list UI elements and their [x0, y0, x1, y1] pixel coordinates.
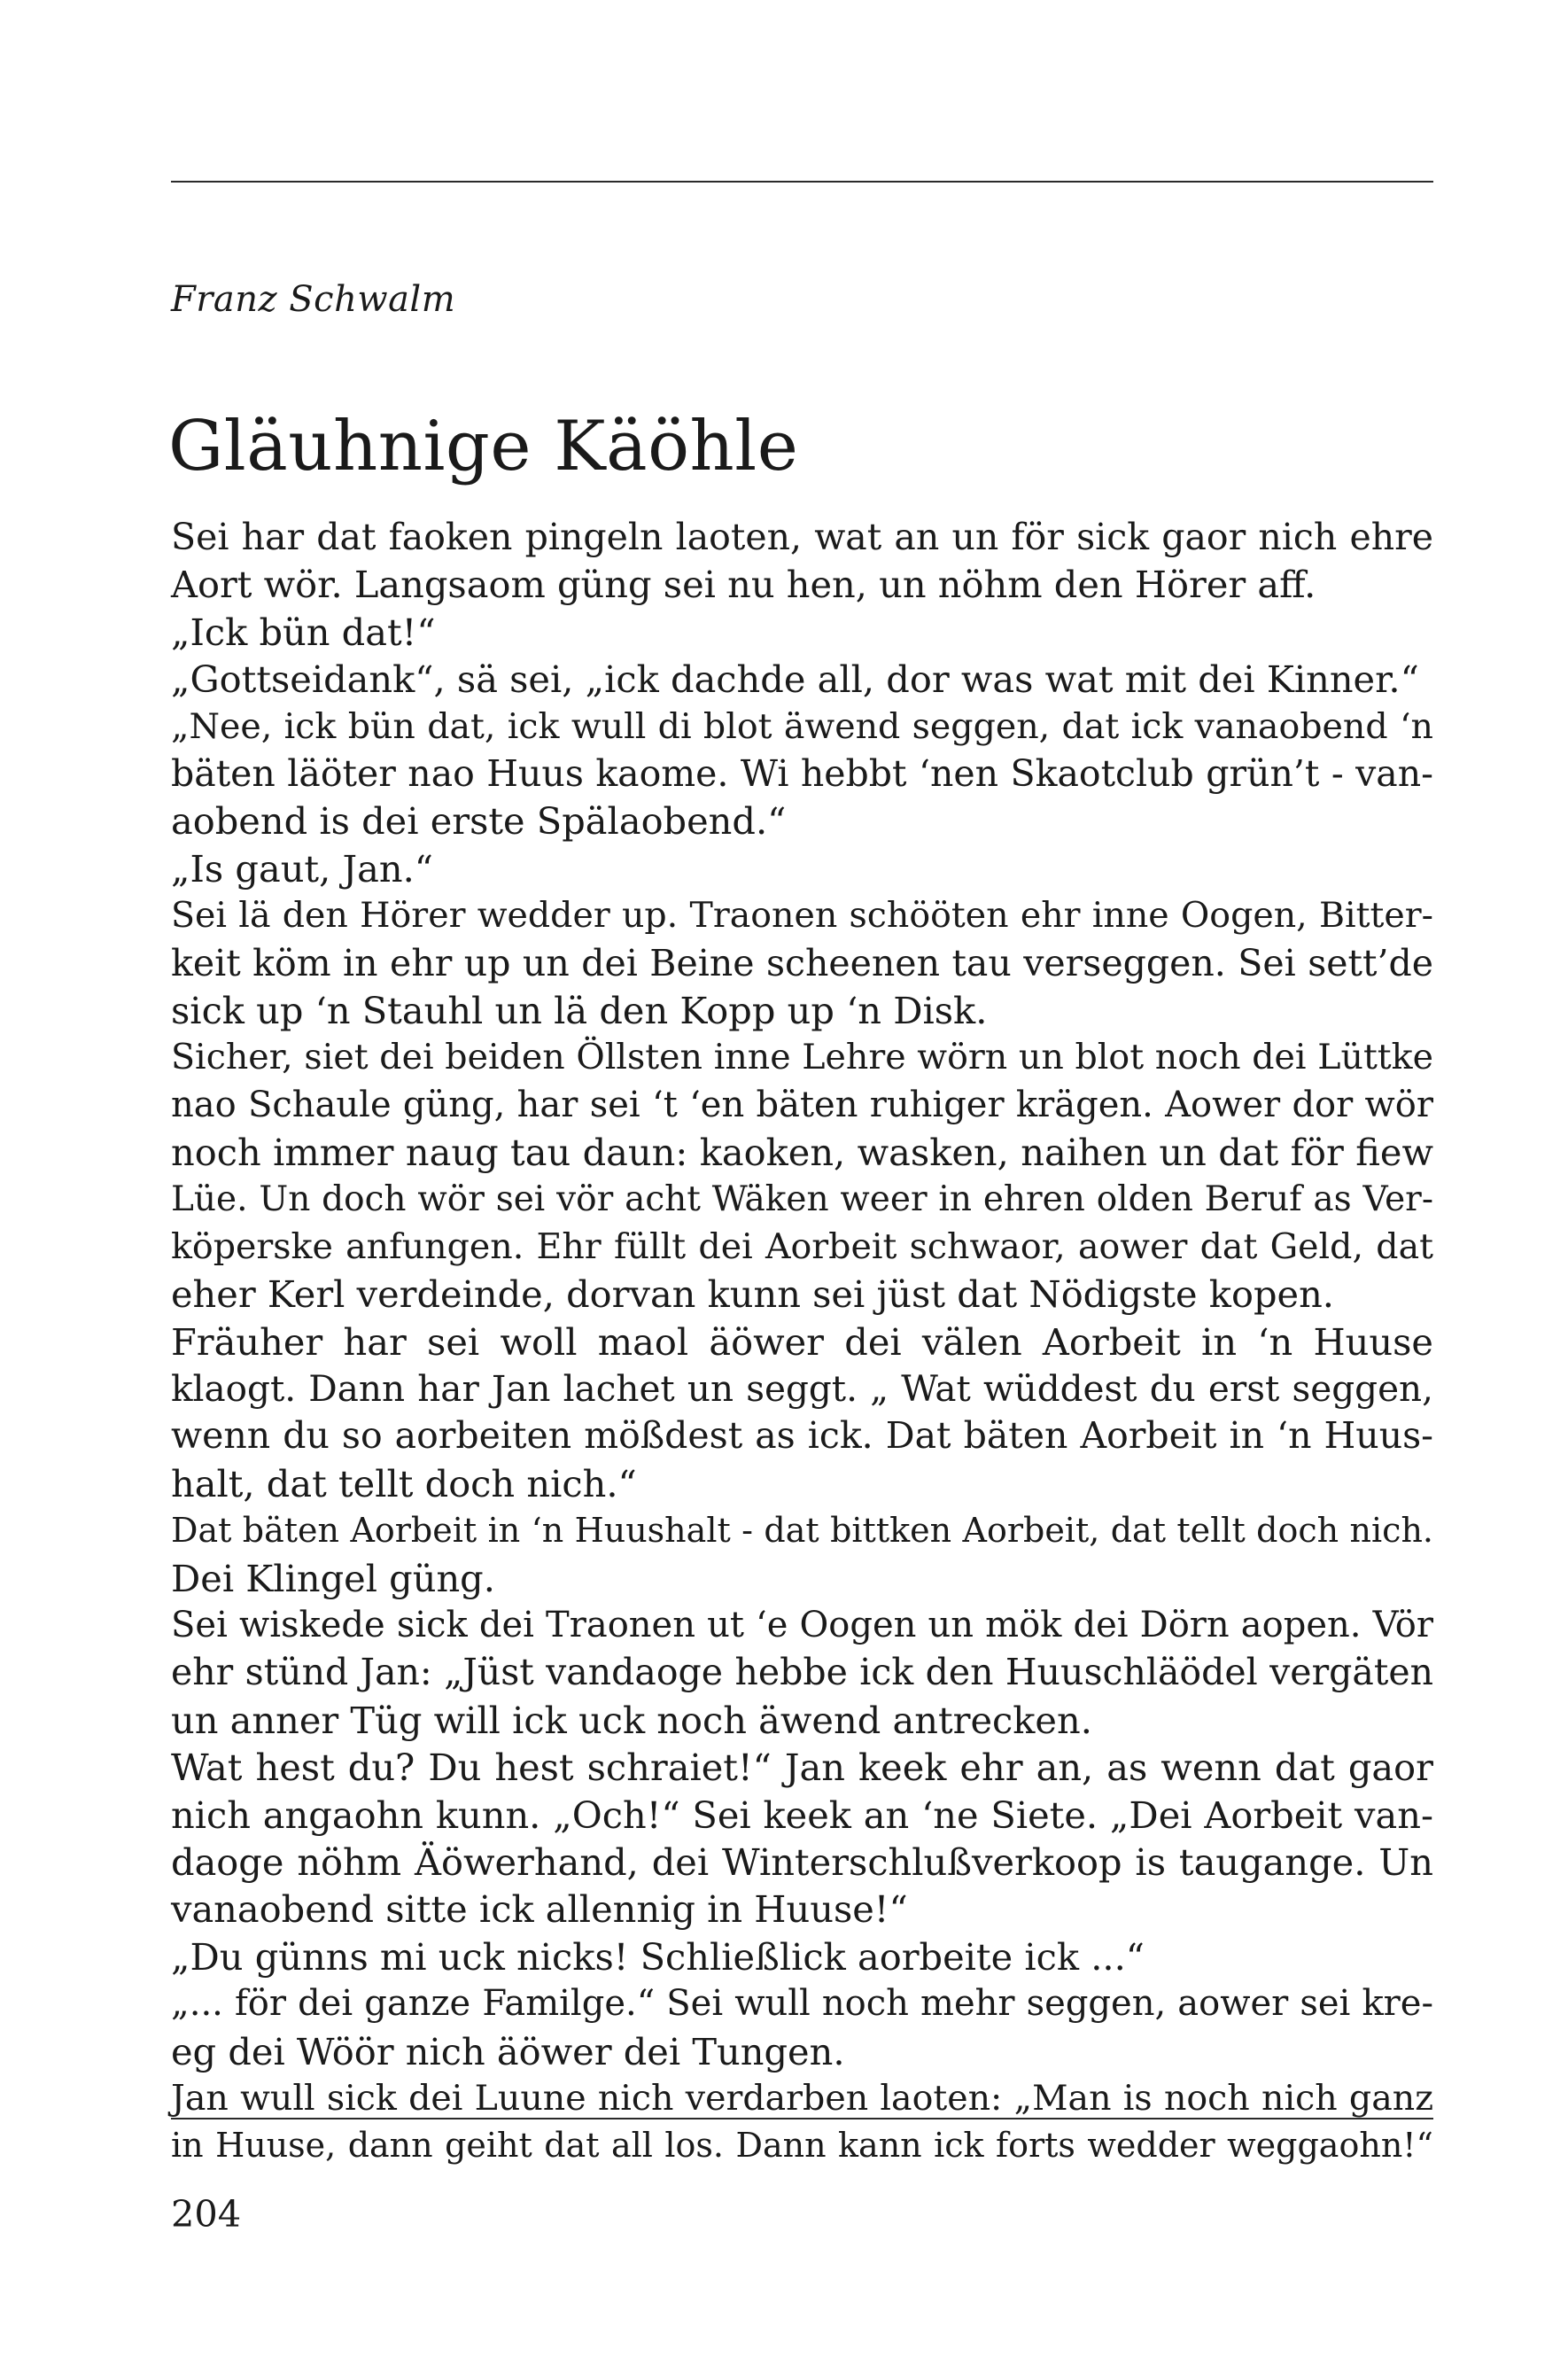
text-line: noch immer naug tau daun: kaoken, wasken, naihen un dat för fiew [171, 1131, 1433, 1175]
text-line: „Gottseidank“, sä sei, „ick dachde all, dor was wat mit dei Kinner.“ [171, 657, 1419, 702]
text-line: wenn du so aorbeiten mößdest as ick. Dat bäten Aorbeit in ‘n Huus- [171, 1414, 1433, 1458]
page-number: 204 [171, 2192, 242, 2236]
text-line: Sei lä den Hörer wedder up. Traonen schööten ehr inne Oogen, Bitter- [171, 895, 1433, 937]
text-line: „Is gaut, Jan.“ [171, 846, 433, 891]
text-line: eher Kerl verdeinde, dorvan kunn sei jüst dat Nödigste kopen. [171, 1272, 1334, 1317]
text-line: Fräuher har sei woll maol äöwer dei välen Aorbeit in ‘n Huuse [171, 1319, 1433, 1364]
text-line: sick up ‘n Stauhl un lä den Kopp up ‘n Disk. [171, 988, 988, 1032]
text-line: Sei wiskede sick dei Traonen ut ‘e Oogen un mök dei Dörn aopen. Vör [171, 1604, 1433, 1645]
text-line: Sicher, siet dei beiden Öllsten inne Lehre wörn un blot noch dei Lüttke [171, 1037, 1433, 1078]
text-line: daoge nöhm Äöwerhand, dei Winterschlußverkoop is taugange. Un [171, 1839, 1433, 1884]
text-line: Dei Klingel güng. [171, 1556, 495, 1600]
text-line: klaogt. Dann har Jan lachet un seggt. „ Wat wüddest du erst seggen, [171, 1367, 1433, 1411]
text-line: keit köm in ehr up un dei Beine scheenen tau verseggen. Sei sett’de [171, 941, 1433, 984]
text-line: un anner Tüg will ick uck noch äwend antrecken. [171, 1698, 1092, 1742]
text-line: „Nee, ick bün dat, ick wull di blot äwend seggen, dat ick vanaobend ‘n [171, 705, 1433, 747]
text-line: köperske anfungen. Ehr füllt dei Aorbeit schwaor, aower dat Geld, dat [171, 1225, 1433, 1267]
text-line: vanaobend sitte ick allennig in Huuse!“ [171, 1887, 908, 1932]
text-line: eg dei Wöör nich äöwer dei Tungen. [171, 2029, 845, 2073]
text-line: Jan wull sick dei Luune nich verdarben laoten: „Man is noch nich ganz [171, 2077, 1433, 2119]
text-line: „... för dei ganze Familge.“ Sei wull noch mehr seggen, aower sei kre- [171, 1983, 1433, 2025]
story-title: Gläuhnige Käöhle [168, 407, 799, 486]
bottom-rule [171, 2118, 1433, 2119]
author-name: Franz Schwalm [171, 279, 456, 320]
text-line: Sei har dat faoken pingeln laoten, wat an un för sick gaor nich ehre [171, 516, 1433, 558]
text-line: ehr stünd Jan: „Jüst vandaoge hebbe ick den Huuschläödel vergäten [171, 1651, 1433, 1694]
text-line: „Du günns mi uck nicks! Schließlick aorbeite ick ...“ [171, 1934, 1145, 1979]
text-line: Aort wör. Langsaom güng sei nu hen, un nöhm den Hörer aff. [171, 563, 1316, 607]
text-line: Wat hest du? Du hest schraiet!“ Jan keek ehr an, as wenn dat gaor [171, 1746, 1433, 1790]
text-line: in Huuse, dann geiht dat all los. Dann kann ick forts wedder weggaohn!“ [171, 2126, 1433, 2166]
text-line: nich angaohn kunn. „Och!“ Sei keek an ‘ne Siete. „Dei Aorbeit van- [171, 1793, 1433, 1837]
text-line: bäten läöter nao Huus kaome. Wi hebbt ‘nen Skaotclub grün’t - van- [171, 751, 1433, 795]
story-body [171, 514, 1433, 2170]
text-line: Lüe. Un doch wör sei vör acht Wäken weer in ehren olden Beruf as Ver- [171, 1179, 1433, 1220]
text-line: halt, dat tellt doch nich.“ [171, 1461, 637, 1505]
text-line: Dat bäten Aorbeit in ‘n Huushalt - dat bittken Aorbeit, dat tellt doch nich. [171, 1511, 1433, 1551]
text-line: „Ick bün dat!“ [171, 610, 436, 654]
top-rule [171, 181, 1433, 183]
text-line: nao Schaule güng, har sei ‘t ‘en bäten ruhiger krägen. Aower dor wör [171, 1084, 1433, 1125]
text-line: aobend is dei erste Spälaobend.“ [171, 799, 787, 844]
